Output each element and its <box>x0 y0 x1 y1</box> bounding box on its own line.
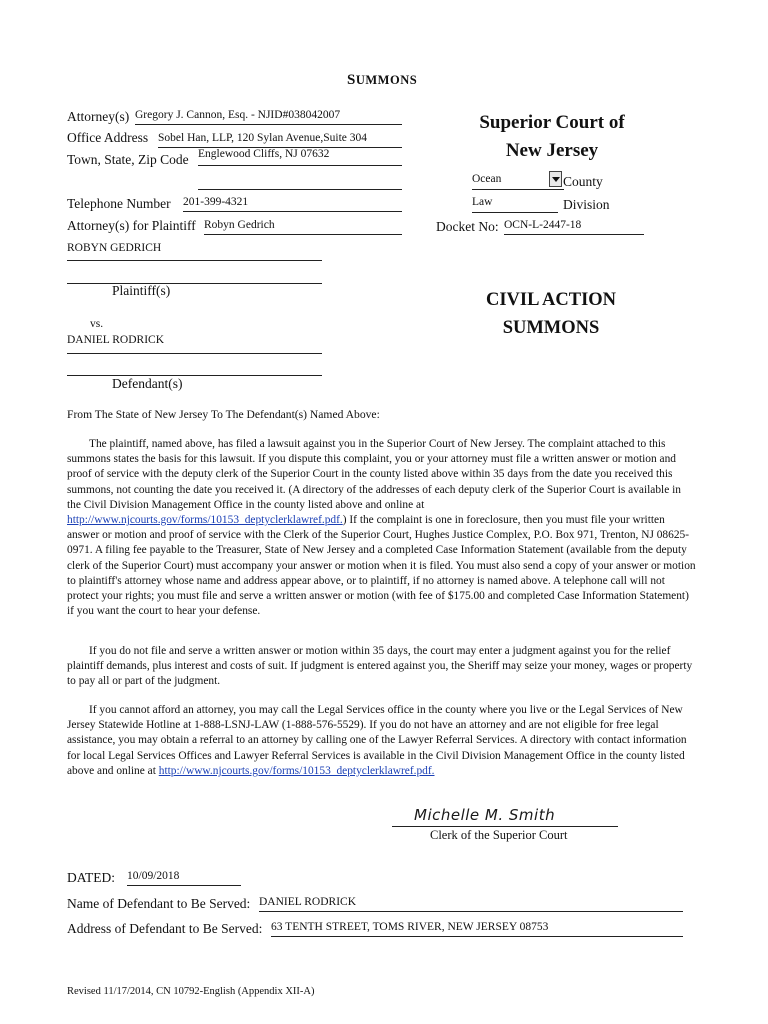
defendant-extra-line[interactable] <box>67 358 322 376</box>
address-to-serve-value: 63 TENTH STREET, TOMS RIVER, NEW JERSEY 08753 <box>271 921 549 933</box>
county-label: County <box>563 174 603 189</box>
town-state-zip-field[interactable] <box>198 148 402 166</box>
paragraph-1-part-b: ) If the complaint is one in foreclosure, then you must file your written answer or motion and proof of service with the Clerk of the Superior Court, Hughes Justice Complex, <box>67 514 665 542</box>
clerk-title: Clerk of the Superior Court <box>430 828 568 842</box>
title-first-letter: S <box>347 72 356 88</box>
telephone-field[interactable] <box>183 196 402 212</box>
defendant-to-serve-field[interactable] <box>259 896 683 912</box>
paragraph-1-part-c: P.O. Box 971, Trenton, NJ 08625-0971. A filing fee payable to the Treasurer, State of New Jersey and a completed Case Information Statement (available from the deputy clerk of the Superior Court) must accompany your answer or motion when it is filed. You must also send a copy of your answer or motion to plaintiff's attorney whose name and address appear above, or to plaintiff, if no attorney is named above. A telephone call will not protect your rights; you must file and serve a written answer or motion (with fee of $175.00 and completed Case Information Statement) if you want the court to hear your defense. <box>67 529 696 618</box>
deputy-clerk-directory-link-1[interactable]: http://www.njcourts.gov/forms/10153_deptyclerklawref.pdf. <box>67 514 343 527</box>
attorney-for-plaintiff-value: Robyn Gedrich <box>204 219 275 231</box>
docket-field[interactable] <box>504 219 644 235</box>
defendant-name-field[interactable] <box>67 334 322 354</box>
title-rest: UMMONS <box>355 73 418 87</box>
paragraph-2: If you do not file and serve a written answer or motion within 35 days, the court may enter a judgment against you for the relief plaintiff demands, plus interest and costs of suit. If judgment is entered against you, the Sheriff may seize your money, wages or property to pay all or part of the judgment. <box>67 645 693 688</box>
plaintiff-name-value: ROBYN GEDRICH <box>67 242 162 254</box>
telephone-value: 201-399-4321 <box>183 196 249 208</box>
defendant-to-serve-label: Name of Defendant to Be Served: <box>67 896 251 911</box>
attorney-label: Attorney(s) <box>67 109 130 124</box>
paragraph-1-part-a: The plaintiff, named above, has filed a lawsuit against you in the Superior Court of New Jersey. The complaint attached to this summons states the basis for this lawsuit. If you dispute this complaint, you or your attorney must file a written answer or motion and proof of service with the deputy clerk of the Superior Court in the county listed above within 35 days from the date you received this summons, not counting the date you received it. (A directory of the addresses of each deputy clerk of the Superior Court is available in the Civil Division Management Office in the county listed above and online at <box>67 438 681 511</box>
division-value: Law <box>472 196 493 208</box>
division-label: Division <box>563 197 610 212</box>
address-to-serve-label: Address of Defendant to Be Served: <box>67 921 263 936</box>
attorney-field[interactable] <box>135 109 402 125</box>
docket-value: OCN-L-2447-18 <box>504 219 582 231</box>
deputy-clerk-directory-link-2[interactable]: http://www.njcourts.gov/forms/10153_deptyclerklawref.pdf. <box>158 764 435 777</box>
attorney-value: Gregory J. Cannon, Esq. - NJID#038042007 <box>135 109 341 121</box>
dated-label: DATED: <box>67 870 115 885</box>
summons-subtitle: SUMMONS <box>502 318 600 338</box>
address-to-serve-field[interactable] <box>271 921 683 937</box>
county-dropdown-button[interactable] <box>549 171 562 187</box>
docket-label: Docket No: <box>436 219 499 234</box>
document-title <box>347 72 417 89</box>
dated-value: 10/09/2018 <box>127 870 180 882</box>
civil-action-title: CIVIL ACTION <box>485 290 617 310</box>
plaintiff-label: Plaintiff(s) <box>112 283 171 298</box>
clerk-signature: Michelle M. Smith <box>414 806 556 824</box>
town-state-zip-label: Town, State, Zip Code <box>67 152 189 167</box>
paragraph-3-text: If you cannot afford an attorney, you may call the Legal Services office in the county where you live or the Legal Services of New Jersey Statewide Hotline at 1-888-LSNJ-LAW (1-888-576-5529). If you do not have an attorney and are not eligible for free legal assistance, you may obtain a referral to an attorney by calling one of the Lawyer Referral Services. A directory with contact information for local Legal Services Offices and Lawyer Referral Services is available in the Civil Division Management Office in the county listed above and online at <box>67 704 687 777</box>
plaintiff-name-field[interactable] <box>67 242 322 261</box>
county-value: Ocean <box>472 173 502 185</box>
court-name-line2: New Jersey <box>505 140 599 161</box>
dated-field[interactable] <box>127 870 241 886</box>
court-name-line1: Superior Court of <box>479 112 625 133</box>
attorney-for-plaintiff-field[interactable] <box>204 219 402 235</box>
town-state-zip-value: Englewood Cliffs, NJ 07632 <box>198 148 330 160</box>
division-field[interactable] <box>472 196 558 213</box>
office-address-field[interactable] <box>158 132 402 148</box>
plaintiff-extra-line[interactable] <box>67 266 322 284</box>
office-address-value: Sobel Han, LLP, 120 Sylan Avenue,Suite 304 <box>158 132 368 144</box>
telephone-label: Telephone Number <box>67 196 171 211</box>
versus-text: vs. <box>90 318 104 330</box>
signature-line <box>392 806 618 827</box>
paragraph-1 <box>67 437 697 632</box>
attorney-for-plaintiff-label: Attorney(s) for Plaintiff <box>67 218 196 233</box>
defendant-to-serve-value: DANIEL RODRICK <box>259 896 356 908</box>
intro-line: From The State of New Jersey To The Defendant(s) Named Above: <box>67 408 380 421</box>
defendant-label: Defendant(s) <box>112 376 183 391</box>
address-extra-line[interactable] <box>198 173 402 190</box>
office-address-label: Office Address <box>67 130 149 145</box>
paragraph-3 <box>67 703 697 779</box>
defendant-name-value: DANIEL RODRICK <box>67 334 164 346</box>
revision-note: Revised 11/17/2014, CN 10792-English (Appendix XII-A) <box>67 986 315 997</box>
